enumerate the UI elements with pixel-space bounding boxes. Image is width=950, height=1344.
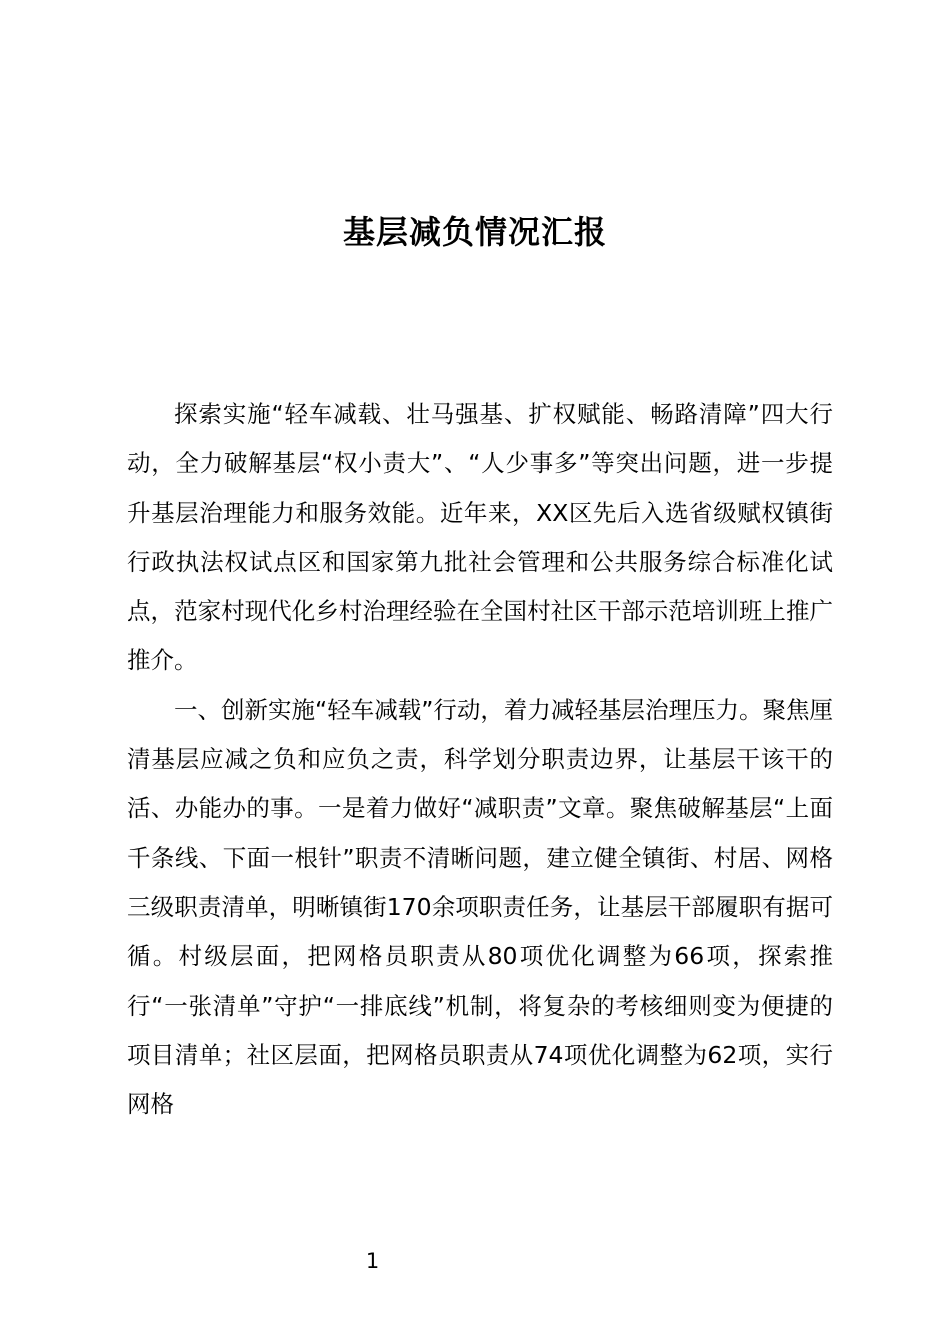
document-body: [127, 390, 833, 1129]
document-title: 基层减负情况汇报: [342, 213, 607, 251]
paragraph-intro: 探索实施“轻车减载、壮马强基、扩权赋能、畅路清障”四大行动，全力破解基层“权小责大”、“人少事多”等突出问题，进一步提升基层治理能力和服务效能。近年来，XX区先后入选省级赋权镇街行政执法权试点区和国家第九批社会管理和公共服务综合标准化试点，范家村现代化乡村治理经验在全国村社区干部示范培训班上推广推介。: [127, 400, 833, 675]
paragraph-section-one: 一、创新实施“轻车减载”行动，着力减轻基层治理压力。聚焦厘清基层应减之负和应负之责，科学划分职责边界，让基层干该干的活、办能办的事。一是着力做好“减职责”文章。聚焦破解基层“上面千条线、下面一根针”职责不清晰问题，建立健全镇街、村居、网格三级职责清单，明晰镇街170余项职责任务，让基层干部履职有据可循。村级层面，把网格员职责从80项优化调整为66项，探索推行“一张清单”守护“一排底线”机制，将复杂的考核细则变为便捷的项目清单；社区层面，把网格员职责从74项优化调整为62项，实行网格: [127, 695, 833, 1119]
page-number: 1: [365, 1249, 380, 1273]
